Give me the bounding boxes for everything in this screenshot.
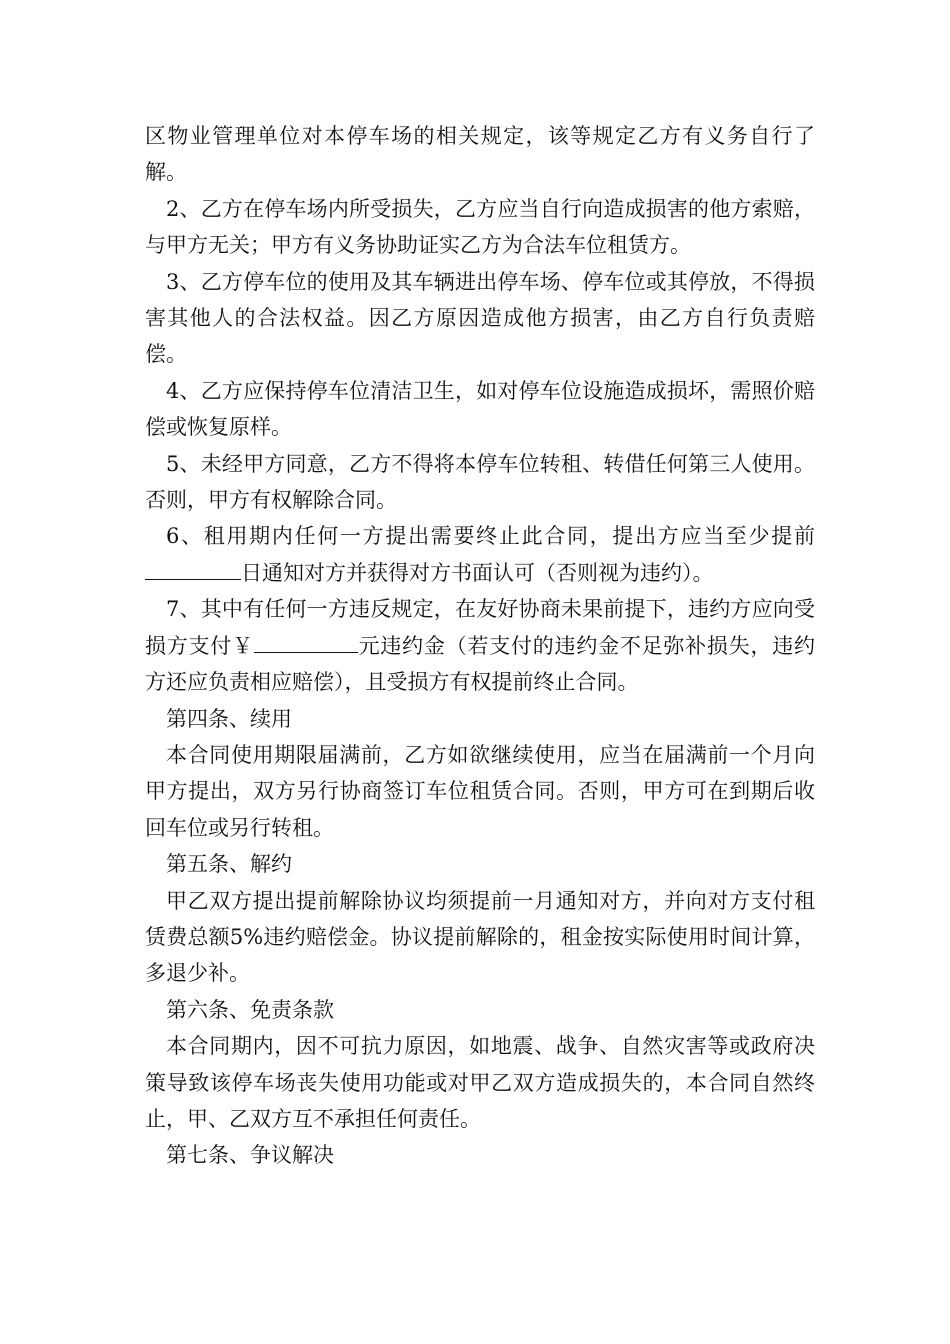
- clause-4: 4、乙方应保持停车位清洁卫生，如对停车位设施造成损坏，需照价赔偿或恢复原样。: [145, 378, 815, 440]
- article-4-heading: 第四条、续用: [166, 706, 292, 731]
- clause-6-text-a: 6、租用期内任何一方提出需要终止此合同，提出方应当至少提前: [166, 524, 815, 549]
- penalty-amount-blank: [254, 630, 358, 653]
- paragraph-continued: 区物业管理单位对本停车场的相关规定，该等规定乙方有义务自行了解。: [145, 124, 815, 185]
- notice-days-blank: [145, 557, 241, 580]
- article-4-body: 本合同使用期限届满前，乙方如欲继续使用，应当在届满前一个月向甲方提出，双方另行协商签订车位租赁合同。否则，甲方可在到期后收回车位或另行转租。: [145, 742, 815, 840]
- clause-6-text-b: 日通知对方并获得对方书面认可（否则视为违约）。: [241, 560, 714, 585]
- article-6-body: 本合同期内，因不可抗力原因，如地震、战争、自然灾害等或政府决策导致该停车场丧失使用功能或对甲乙双方造成损失的，本合同自然终止，甲、乙双方互不承担任何责任。: [145, 1034, 815, 1131]
- clause-3: 3、乙方停车位的使用及其车辆进出停车场、停车位或其停放，不得损害其他人的合法权益。因乙方原因造成他方损害，由乙方自行负责赔偿。: [145, 269, 815, 367]
- clause-5: 5、未经甲方同意，乙方不得将本停车位转租、转借任何第三人使用。否则，甲方有权解除合同。: [145, 451, 815, 513]
- clause-7-text-b: 元违约金（若支付的违约金不足弥补损失，违约方还应负责相应赔偿），且受损方有权提前终止合同。: [145, 633, 816, 695]
- clause-7-text-a: 7、其中有任何一方违反规定，在友好协商未果前提下，违约方应向受损方支付￥: [145, 597, 815, 658]
- clause-2: 2、乙方在停车场内所受损失，乙方应当自行向造成损害的他方索赔，与甲方无关；甲方有义务协助证实乙方为合法车位租赁方。: [145, 196, 815, 258]
- document-body: [145, 118, 815, 1174]
- article-6-heading: 第六条、免责条款: [166, 997, 334, 1022]
- clause-7: [145, 591, 815, 700]
- article-7-heading: 第七条、争议解决: [166, 1143, 334, 1168]
- article-5-heading: 第五条、解约: [166, 852, 292, 877]
- article-5-body: 甲乙双方提出提前解除协议均须提前一月通知对方，并向对方支付租赁费总额5%违约赔偿金。协议提前解除的，租金按实际使用时间计算，多退少补。: [145, 888, 815, 986]
- clause-6: [145, 518, 815, 591]
